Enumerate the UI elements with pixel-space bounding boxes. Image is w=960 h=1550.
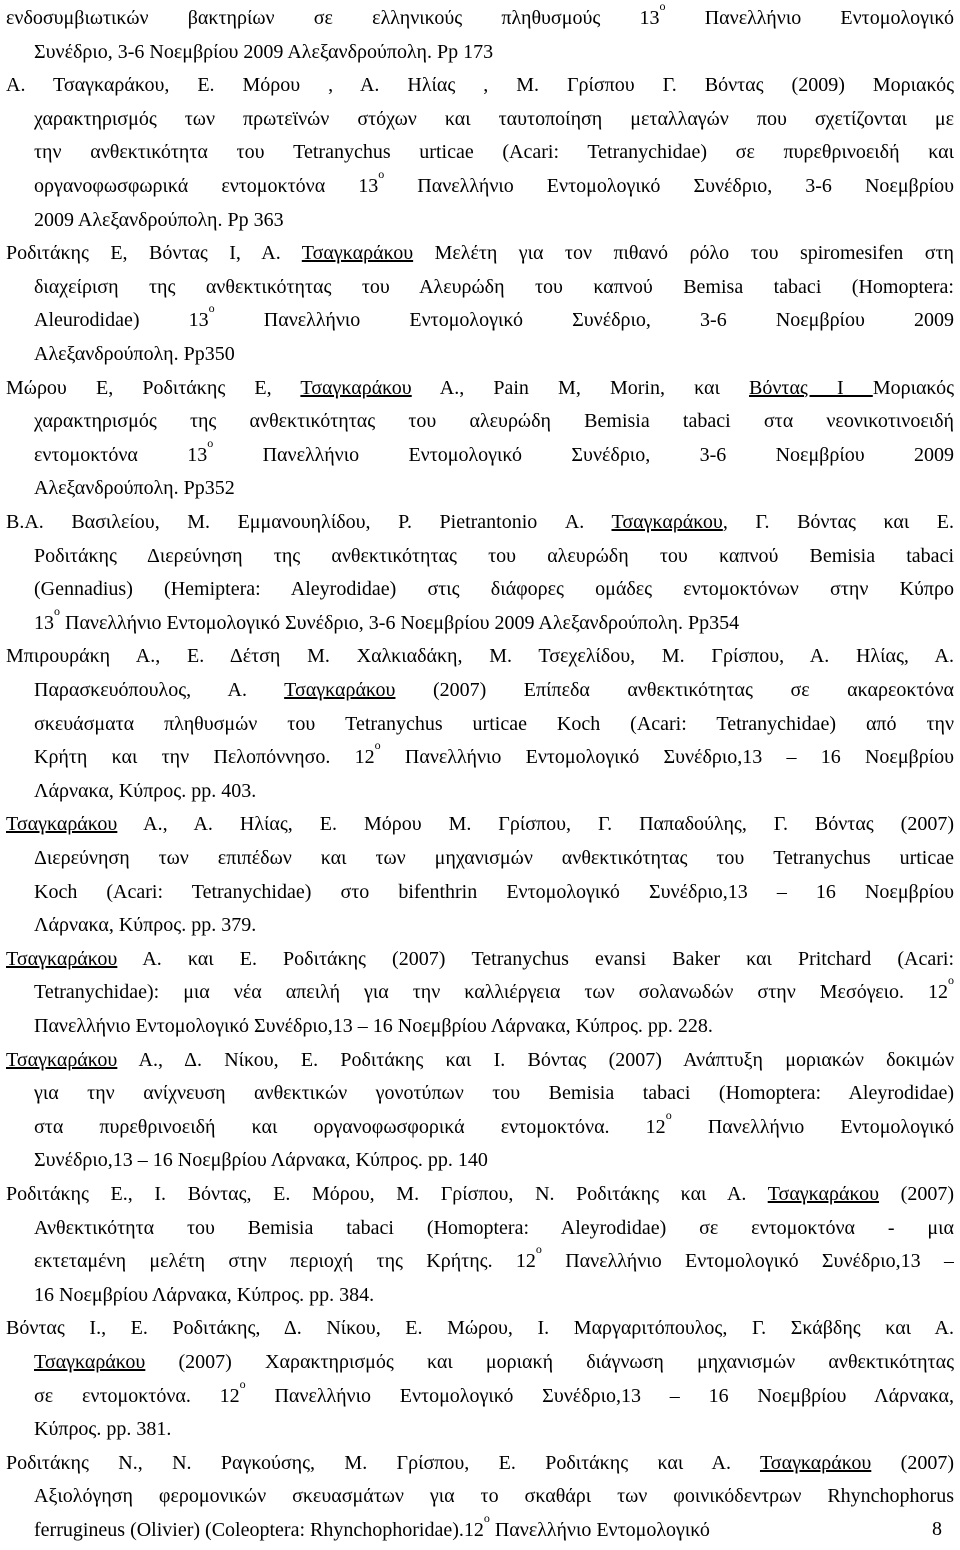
reference-line <box>6 304 954 338</box>
reference-line <box>6 1480 954 1514</box>
reference-entry <box>6 640 954 808</box>
reference-line <box>6 372 954 406</box>
ordinal-superscript: ο <box>239 1379 246 1391</box>
reference-text: εκτεταμένη μελέτη στην περιοχή της Κρήτης. 12 <box>34 1250 536 1273</box>
reference-line <box>6 36 954 70</box>
reference-line <box>6 170 954 204</box>
reference-line <box>6 607 954 641</box>
reference-text: Α. και Ε. Ροδιτάκης (2007) Tetranychus evansi Baker και Pritchard (Acari: <box>117 947 954 970</box>
reference-line <box>6 540 954 574</box>
underlined-author: Τσαγκαράκου <box>611 511 723 533</box>
reference-line <box>6 472 954 506</box>
reference-text: Πανελλήνιο Εντομολογικό Συνέδριο,13 – 16 Νοεμβρίου Λάρνακα, Κύπρος. pp. 228. <box>34 1014 713 1037</box>
reference-text: (2007) Επίπεδα ανθεκτικότητας σε ακαρεοκτόνα <box>395 678 954 701</box>
reference-line <box>6 1380 954 1414</box>
reference-text: Πανελλήνιο Εντομολογικό <box>489 1518 710 1541</box>
underlined-author: Τσαγκαράκου <box>6 813 118 836</box>
reference-text: Συνέδριο,13 – 16 Νοεμβρίου Λάρνακα, Κύπρος. pp. 140 <box>34 1149 488 1172</box>
reference-entry <box>6 69 954 237</box>
reference-text: Αξιολόγηση φερομονικών σκευασμάτων για το σκαθάρι των φοινικόδεντρων Rhynchophorus <box>34 1485 954 1508</box>
reference-line <box>6 506 954 540</box>
reference-line <box>6 237 954 271</box>
reference-text: χαρακτηρισμός της ανθεκτικότητας του αλευρώδη Bemisia tabaci στα νεονικοτινοειδή <box>34 410 954 433</box>
reference-text: σκευάσματα πληθυσμών του Tetranychus urticae Koch (Acari: Tetranychidae) από την <box>34 712 954 735</box>
reference-text: Πανελλήνιο Εντομολογικό Συνέδριο,13 – <box>541 1250 954 1273</box>
reference-line <box>6 741 954 775</box>
reference-text: Συνέδριο, 3-6 Νοεμβρίου 2009 Αλεξανδρούπολη. Pp 173 <box>34 40 494 63</box>
reference-line <box>6 842 954 876</box>
reference-text: Πανελλήνιο Εντομολογικό Συνέδριο,13 – 16 Νοεμβρίου <box>380 746 954 769</box>
reference-text: διαχείριση της ανθεκτικότητας του Αλευρώδη του καπνού Bemisa tabaci (Homoptera: <box>34 275 954 298</box>
underlined-author: Τσαγκαράκου <box>34 1350 146 1373</box>
reference-text: Διερεύνηση των επιπέδων και των μηχανισμών ανθεκτικότητας του Tetranychus urticae <box>34 846 954 869</box>
reference-entry <box>6 372 954 506</box>
reference-line <box>6 1312 954 1346</box>
underlined-author: Τσαγκαράκου <box>301 242 414 265</box>
underlined-author: Βόντας Ι <box>749 376 873 399</box>
reference-line <box>6 674 954 708</box>
page-number: 8 <box>932 1518 942 1540</box>
reference-text: ενδοσυμβιωτικών βακτηρίων σε ελληνικούς πληθυσμούς 13 <box>6 7 660 29</box>
reference-line <box>6 1010 954 1044</box>
reference-text: Βόντας Ι., Ε. Ροδιτάκης, Δ. Νίκου, Ε. Μώρου, Ι. Μαργαριτόπουλος, Γ. Σκάβδης και Α. <box>6 1317 954 1340</box>
reference-text: Ροδιτάκης Διερεύνηση της ανθεκτικότητας του αλευρώδη του καπνού Bemisia tabaci <box>34 544 954 567</box>
reference-line <box>6 1144 954 1178</box>
reference-text: 16 Νοεμβρίου Λάρνακα, Κύπρος. pp. 384. <box>34 1283 375 1306</box>
reference-line <box>6 1514 954 1548</box>
reference-text: Koch (Acari: Tetranychidae) στο bifenthrin Εντομολογικό Συνέδριο,13 – 16 Νοεμβρίου <box>34 880 954 903</box>
ordinal-superscript: ο <box>659 2 666 13</box>
reference-text: Αλεξανδρούπολη. Pp352 <box>34 477 235 500</box>
reference-text: (2007) <box>879 1183 954 1205</box>
reference-line <box>6 1447 954 1481</box>
reference-entry <box>6 1044 954 1178</box>
reference-text: Ανθεκτικότητα του Bemisia tabaci (Homoptera: Aleyrodidae) σε εντομοκτόνα - μια <box>34 1216 954 1239</box>
reference-text: στα πυρεθρινοειδή και οργανοφωσφορικά εντομοκτόνα. 12 <box>34 1115 666 1138</box>
underlined-author: Τσαγκαράκου <box>284 678 396 701</box>
ordinal-superscript: ο <box>535 1245 542 1257</box>
ordinal-superscript: ο <box>54 606 60 618</box>
reference-text: Ροδιτάκης Ε., Ι. Βόντας, Ε. Μόρου, Μ. Γρίσπου, Ν. Ροδιτάκης και Α. <box>6 1183 768 1205</box>
reference-text: Πανελλήνιο Εντομολογικό <box>671 1115 954 1138</box>
reference-text: Πανελλήνιο Εντομολογικό Συνέδριο,13 – 16 Νοεμβρίου Λάρνακα, <box>245 1384 954 1407</box>
ordinal-superscript: ο <box>374 741 381 753</box>
reference-text: ferrugineus (Olivier) (Coleoptera: Rhynchophoridae).12 <box>34 1518 484 1541</box>
reference-text: Α., Α. Ηλίας, Ε. Μόρου Μ. Γρίσπου, Γ. Παπαδούλης, Γ. Βόντας (2007) <box>117 813 954 836</box>
reference-text: την ανθεκτικότητα του Tetranychus urticae (Acari: Tetranychidae) σε πυρεθρινοειδή και <box>34 141 954 164</box>
reference-line <box>6 136 954 170</box>
reference-line <box>6 640 954 674</box>
reference-line <box>6 1178 954 1212</box>
reference-entry <box>6 1178 954 1312</box>
ordinal-superscript: ο <box>378 169 385 181</box>
ordinal-superscript: ο <box>665 1110 672 1122</box>
reference-text: 2009 Αλεξανδρούπολη. Pp 363 <box>34 208 284 231</box>
reference-text: Μώρου Ε, Ροδιτάκης Ε, <box>6 376 301 399</box>
reference-text: σε εντομοκτόνα. 12 <box>34 1384 240 1407</box>
reference-text: Β.Α. Βασιλείου, Μ. Εμμανουηλίδου, P. Pietrantonio Α. <box>6 511 612 533</box>
reference-entry <box>6 1447 954 1548</box>
reference-line <box>6 1212 954 1246</box>
reference-line <box>6 1245 954 1279</box>
reference-text: χαρακτηρισμός των πρωτεϊνών στόχων και ταυτοποίηση μεταλλαγών που σχετίζονται με <box>34 107 954 130</box>
reference-line <box>6 1279 954 1313</box>
reference-entry <box>6 808 954 942</box>
reference-entry <box>6 2 954 69</box>
reference-entry <box>6 506 954 640</box>
reference-text: Ροδιτάκης Ε, Βόντας Ι, Α. <box>6 242 302 265</box>
reference-text: Παρασκευόπουλος, Α. <box>34 678 285 701</box>
reference-line <box>6 405 954 439</box>
reference-text: Πανελλήνιο Εντομολογικό Συνέδριο, 3-6 Νοεμβρίου 2009 <box>213 443 954 466</box>
reference-text: Πανελλήνιο Εντομολογικό Συνέδριο, 3-6 Νοεμβρίου <box>384 174 954 197</box>
ordinal-superscript: ο <box>948 976 954 988</box>
reference-line <box>6 2 954 36</box>
reference-text: Α., Pain M, Morin, και <box>411 376 750 399</box>
reference-line <box>6 909 954 943</box>
reference-text: (2007) <box>871 1451 954 1474</box>
ordinal-superscript: ο <box>483 1513 490 1525</box>
reference-text: Α., Δ. Νίκου, Ε. Ροδιτάκης και Ι. Βόντας (2007) Ανάπτυξη μοριακών δοκιμών <box>117 1048 954 1071</box>
reference-line <box>6 976 954 1010</box>
reference-line <box>6 204 954 238</box>
reference-text: για την ανίχνευση ανθεκτικών γονοτύπων του Bemisia tabaci (Homoptera: Aleyrodidae) <box>34 1082 954 1105</box>
reference-text: οργανοφωσφωρικά εντομοκτόνα 13 <box>34 174 379 197</box>
reference-line <box>6 338 954 372</box>
reference-line <box>6 573 954 607</box>
reference-line <box>6 943 954 977</box>
reference-line <box>6 708 954 742</box>
reference-text: Μπιρουράκη Α., Ε. Δέτση Μ. Χαλκιαδάκη, Μ. Τσεχελίδου, Μ. Γρίσπου, Α. Ηλίας, Α. <box>6 645 954 668</box>
underlined-author: Τσαγκαράκου <box>6 947 118 970</box>
reference-text: Κρήτη και την Πελοπόννησο. 12 <box>34 746 375 769</box>
reference-line <box>6 1346 954 1380</box>
reference-line <box>6 439 954 473</box>
underlined-author: Τσαγκαράκου <box>6 1048 118 1071</box>
reference-text: Πανελλήνιο Εντομολογικό Συνέδριο, 3-6 Νοεμβρίου 2009 Αλεξανδρούπολη. Pp354 <box>60 611 740 634</box>
reference-line <box>6 1077 954 1111</box>
reference-text: Α. Τσαγκαράκου, Ε. Μόρου , Α. Ηλίας , Μ. Γρίσπου Γ. Βόντας (2009) Μοριακός <box>6 74 954 97</box>
reference-line <box>6 271 954 305</box>
reference-line <box>6 103 954 137</box>
reference-text: Tetranychidae): μια νέα απειλή για την καλλιέργεια των σολανωδών στην Μεσόγειο. 12 <box>34 981 948 1004</box>
reference-text: , Γ. Βόντας και Ε. <box>722 511 954 533</box>
reference-text: Πανελλήνιο Εντομολογικό <box>665 7 954 29</box>
reference-text: 13 <box>34 611 54 634</box>
underlined-author: Τσαγκαράκου <box>759 1451 872 1474</box>
ordinal-superscript: ο <box>207 438 214 450</box>
reference-line <box>6 1044 954 1078</box>
reference-text: (Gennadius) (Hemiptera: Aleyrodidae) στις διάφορες ομάδες εντομοκτόνων στην Κύπρο <box>34 578 954 601</box>
reference-text: (2007) Χαρακτηρισμός και μοριακή διάγνωση μηχανισμών ανθεκτικότητας <box>145 1350 954 1373</box>
reference-line <box>6 808 954 842</box>
reference-entry <box>6 237 954 371</box>
ordinal-superscript: ο <box>208 304 215 316</box>
underlined-author: Τσαγκαράκου <box>767 1183 880 1205</box>
reference-line <box>6 1413 954 1447</box>
reference-line <box>6 775 954 809</box>
reference-text: Ροδιτάκης Ν., Ν. Ραγκούσης, Μ. Γρίσπου, Ε. Ροδιτάκης και Α. <box>6 1451 760 1474</box>
reference-entry <box>6 943 954 1044</box>
reference-text: Μελέτη για τον πιθανό ρόλο του spiromesifen στη <box>413 242 954 265</box>
reference-text: Aleurodidae) 13 <box>34 309 209 332</box>
reference-text: Λάρνακα, Κύπρος. pp. 403. <box>34 779 257 802</box>
reference-text: Αλεξανδρούπολη. Pp350 <box>34 342 235 365</box>
reference-text: Λάρνακα, Κύπρος. pp. 379. <box>34 914 257 937</box>
reference-line <box>6 69 954 103</box>
reference-text: εντομοκτόνα 13 <box>34 443 208 466</box>
reference-text: Κύπρος. pp. 381. <box>34 1418 172 1441</box>
reference-text: Μοριακός <box>872 376 954 399</box>
reference-text: Πανελλήνιο Εντομολογικό Συνέδριο, 3-6 Νοεμβρίου 2009 <box>214 309 954 332</box>
reference-line <box>6 876 954 910</box>
underlined-author: Τσαγκαράκου <box>300 376 412 399</box>
reference-line <box>6 1111 954 1145</box>
reference-entry <box>6 1312 954 1446</box>
